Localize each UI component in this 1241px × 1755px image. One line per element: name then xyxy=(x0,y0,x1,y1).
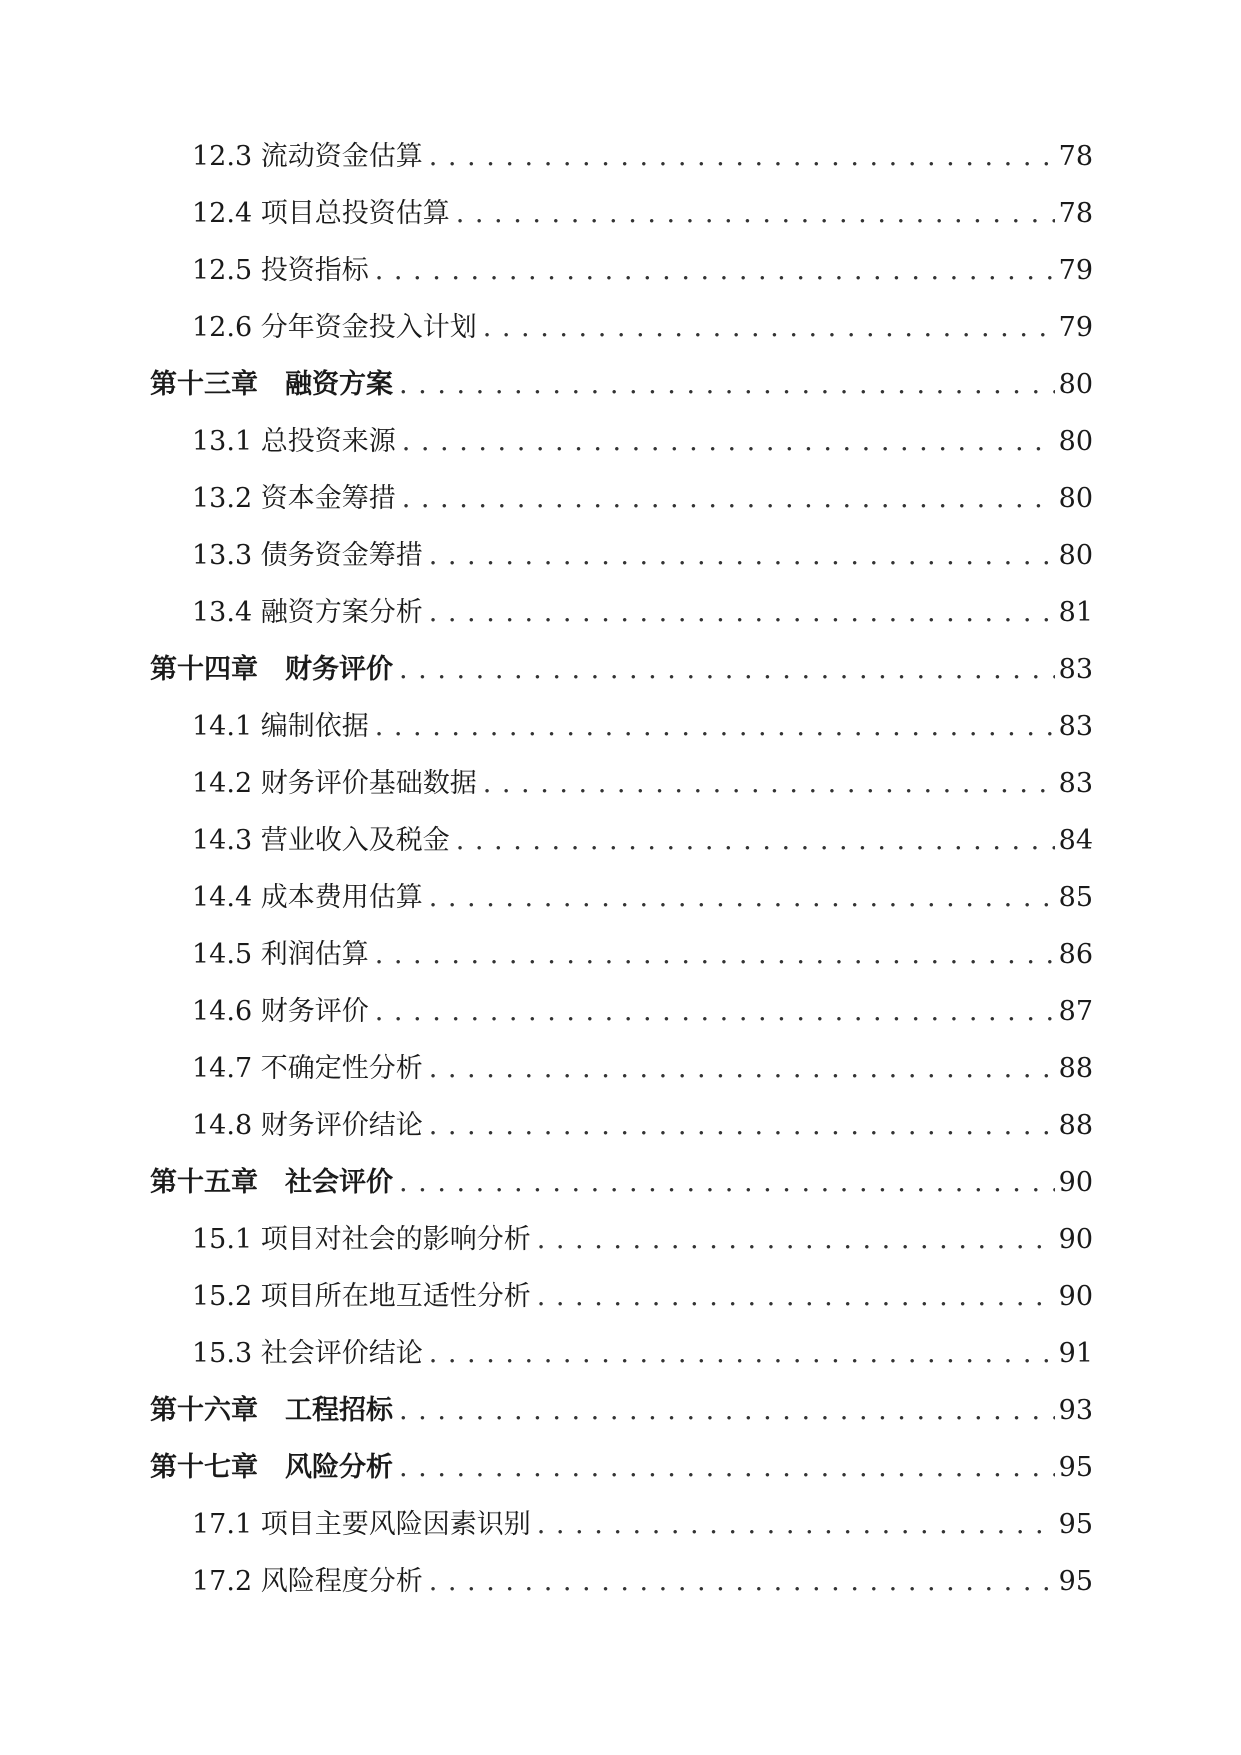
toc-entry-13-3[interactable] xyxy=(0,539,1241,596)
toc-chapter-label: 第十五章 社会评价 xyxy=(150,1167,393,1198)
toc-entry-page: 95 xyxy=(1058,1452,1093,1483)
toc-entry-14-7[interactable] xyxy=(0,1052,1241,1109)
toc-entry-15-3[interactable] xyxy=(0,1337,1241,1394)
toc-entry-page: 78 xyxy=(1058,198,1093,229)
dot-leader xyxy=(375,710,1055,744)
dot-leader xyxy=(429,596,1055,630)
toc-entry-page: 86 xyxy=(1058,939,1093,970)
dot-leader xyxy=(429,1565,1055,1599)
dot-leader xyxy=(399,1166,1055,1200)
toc-entry-label: 17.1 项目主要风险因素识别 xyxy=(192,1509,531,1540)
toc-chapter-label: 第十七章 风险分析 xyxy=(150,1452,393,1483)
toc-entry-page: 83 xyxy=(1058,711,1093,742)
toc-entry-page: 79 xyxy=(1058,312,1093,343)
dot-leader xyxy=(456,824,1055,858)
toc-entry-14-5[interactable] xyxy=(0,938,1241,995)
toc-entry-label: 12.4 项目总投资估算 xyxy=(192,198,450,229)
toc-entry-14-2[interactable] xyxy=(0,767,1241,824)
dot-leader xyxy=(429,1109,1055,1143)
dot-leader xyxy=(375,938,1055,972)
toc-entry-page: 78 xyxy=(1058,141,1093,172)
dot-leader xyxy=(429,881,1055,915)
toc-entry-12-4[interactable] xyxy=(0,197,1241,254)
dot-leader xyxy=(429,1337,1055,1371)
toc-entry-14-4[interactable] xyxy=(0,881,1241,938)
toc-entry-label: 12.6 分年资金投入计划 xyxy=(192,312,477,343)
dot-leader xyxy=(537,1508,1055,1542)
toc-entry-page: 85 xyxy=(1058,882,1093,913)
toc-entry-13-2[interactable] xyxy=(0,482,1241,539)
toc-entry-12-3[interactable] xyxy=(0,140,1241,197)
toc-chapter-17[interactable] xyxy=(0,1451,1241,1508)
toc-entry-label: 15.1 项目对社会的影响分析 xyxy=(192,1224,531,1255)
toc-entry-page: 81 xyxy=(1058,597,1093,628)
toc-entry-page: 80 xyxy=(1058,483,1093,514)
dot-leader xyxy=(399,1451,1055,1485)
toc-entry-page: 79 xyxy=(1058,255,1093,286)
toc-chapter-15[interactable] xyxy=(0,1166,1241,1223)
toc-entry-label: 13.1 总投资来源 xyxy=(192,426,396,457)
toc-entry-13-1[interactable] xyxy=(0,425,1241,482)
toc-entry-label: 14.5 利润估算 xyxy=(192,939,369,970)
dot-leader xyxy=(537,1223,1055,1257)
toc-entry-label: 17.2 风险程度分析 xyxy=(192,1566,423,1597)
toc-chapter-13[interactable] xyxy=(0,368,1241,425)
toc-entry-label: 14.2 财务评价基础数据 xyxy=(192,768,477,799)
toc-entry-label: 14.4 成本费用估算 xyxy=(192,882,423,913)
toc-entry-17-2[interactable] xyxy=(0,1565,1241,1622)
dot-leader xyxy=(375,254,1055,288)
toc-entry-page: 95 xyxy=(1058,1509,1093,1540)
toc-entry-page: 95 xyxy=(1058,1566,1093,1597)
dot-leader xyxy=(456,197,1055,231)
toc-chapter-16[interactable] xyxy=(0,1394,1241,1451)
toc-entry-14-8[interactable] xyxy=(0,1109,1241,1166)
toc-entry-label: 14.1 编制依据 xyxy=(192,711,369,742)
toc-entry-page: 93 xyxy=(1058,1395,1093,1426)
toc-entry-label: 15.2 项目所在地互适性分析 xyxy=(192,1281,531,1312)
dot-leader xyxy=(537,1280,1055,1314)
toc-entry-label: 13.4 融资方案分析 xyxy=(192,597,423,628)
toc-chapter-14[interactable] xyxy=(0,653,1241,710)
toc-entry-12-6[interactable] xyxy=(0,311,1241,368)
toc-entry-page: 88 xyxy=(1058,1110,1093,1141)
toc-entry-label: 14.6 财务评价 xyxy=(192,996,369,1027)
toc-entry-label: 12.5 投资指标 xyxy=(192,255,369,286)
dot-leader xyxy=(429,539,1055,573)
toc-chapter-label: 第十四章 财务评价 xyxy=(150,654,393,685)
toc-entry-page: 90 xyxy=(1058,1281,1093,1312)
dot-leader xyxy=(483,767,1055,801)
toc-entry-page: 83 xyxy=(1058,654,1093,685)
toc-entry-page: 80 xyxy=(1058,426,1093,457)
toc-entry-label: 13.3 债务资金筹措 xyxy=(192,540,423,571)
toc-entry-page: 91 xyxy=(1058,1338,1093,1369)
dot-leader xyxy=(402,425,1055,459)
toc-entry-14-6[interactable] xyxy=(0,995,1241,1052)
toc-entry-label: 14.7 不确定性分析 xyxy=(192,1053,423,1084)
dot-leader xyxy=(399,368,1055,402)
dot-leader xyxy=(429,1052,1055,1086)
toc-entry-page: 84 xyxy=(1058,825,1093,856)
toc-entry-15-2[interactable] xyxy=(0,1280,1241,1337)
toc-entry-label: 14.3 营业收入及税金 xyxy=(192,825,450,856)
toc-entry-page: 90 xyxy=(1058,1224,1093,1255)
dot-leader xyxy=(483,311,1055,345)
toc-entry-14-3[interactable] xyxy=(0,824,1241,881)
toc-entry-12-5[interactable] xyxy=(0,254,1241,311)
toc-entry-label: 12.3 流动资金估算 xyxy=(192,141,423,172)
table-of-contents xyxy=(0,140,1241,1622)
dot-leader xyxy=(399,653,1055,687)
dot-leader xyxy=(402,482,1055,516)
toc-entry-page: 88 xyxy=(1058,1053,1093,1084)
toc-entry-14-1[interactable] xyxy=(0,710,1241,767)
toc-chapter-label: 第十六章 工程招标 xyxy=(150,1395,393,1426)
toc-entry-label: 13.2 资本金筹措 xyxy=(192,483,396,514)
toc-entry-15-1[interactable] xyxy=(0,1223,1241,1280)
toc-entry-page: 80 xyxy=(1058,369,1093,400)
toc-entry-page: 90 xyxy=(1058,1167,1093,1198)
dot-leader xyxy=(429,140,1055,174)
toc-entry-page: 80 xyxy=(1058,540,1093,571)
toc-chapter-label: 第十三章 融资方案 xyxy=(150,369,393,400)
toc-entry-page: 87 xyxy=(1058,996,1093,1027)
dot-leader xyxy=(375,995,1055,1029)
toc-entry-page: 83 xyxy=(1058,768,1093,799)
toc-entry-label: 14.8 财务评价结论 xyxy=(192,1110,423,1141)
dot-leader xyxy=(399,1394,1055,1428)
toc-entry-label: 15.3 社会评价结论 xyxy=(192,1338,423,1369)
toc-entry-13-4[interactable] xyxy=(0,596,1241,653)
toc-entry-17-1[interactable] xyxy=(0,1508,1241,1565)
